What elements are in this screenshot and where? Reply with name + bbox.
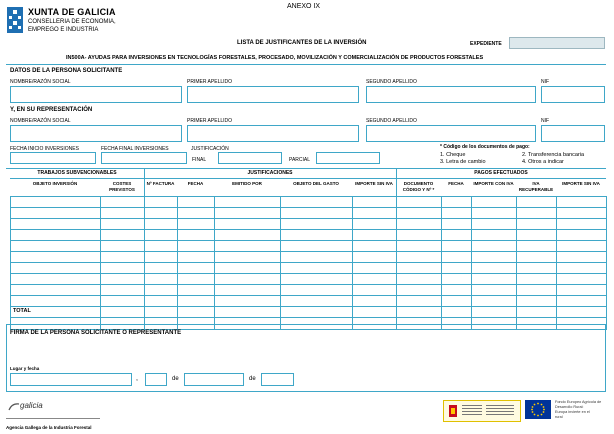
signature-section-title: FIRMA DE LA PERSONA SOLICITANTE O REPRESENTANTE xyxy=(10,330,182,336)
end-date-label: FECHA FINAL INVERSIONES xyxy=(101,146,169,152)
expediente-field[interactable] xyxy=(509,37,605,49)
eu-fund-text-line-1: Fondo Europeo Agrícola de xyxy=(555,400,602,404)
table-cell[interactable] xyxy=(517,230,557,241)
spain-government-logo xyxy=(443,400,521,422)
table-cell[interactable] xyxy=(145,208,178,219)
table-cell[interactable] xyxy=(517,197,557,208)
table-cell[interactable] xyxy=(442,230,472,241)
start-date-field[interactable] xyxy=(10,152,96,164)
footer-rule xyxy=(6,418,100,419)
table-cell[interactable] xyxy=(557,230,607,241)
table-cell[interactable] xyxy=(101,197,145,208)
table-cell[interactable] xyxy=(11,230,101,241)
eu-stars-icon xyxy=(525,400,551,419)
agency-name: Agencia Gallega de la Industria Forestal xyxy=(6,425,92,430)
table-cell[interactable] xyxy=(397,296,442,307)
eu-fund-text-line-3: Europa invierte en el xyxy=(555,410,590,414)
group-separator xyxy=(396,168,397,196)
table-cell[interactable] xyxy=(397,230,442,241)
table-cell[interactable] xyxy=(353,219,397,230)
spain-coat-of-arms-icon xyxy=(448,404,458,418)
group-header-payments: PAGOS EFECTUADOS xyxy=(474,170,528,176)
table-cell[interactable] xyxy=(178,208,215,219)
place-date-label: Lugar y fecha xyxy=(10,366,40,371)
table-cell[interactable] xyxy=(517,252,557,263)
representative-surname1-label: PRIMER APELLIDO xyxy=(187,118,233,124)
applicant-name-label: NOMBRE/RAZÓN SOCIAL xyxy=(10,79,71,85)
table-cell[interactable] xyxy=(397,219,442,230)
table-cell[interactable] xyxy=(472,252,517,263)
table-cell[interactable] xyxy=(557,208,607,219)
representative-name-label: NOMBRE/RAZÓN SOCIAL xyxy=(10,118,71,124)
table-cell[interactable] xyxy=(557,285,607,296)
table-cell[interactable] xyxy=(397,197,442,208)
table-cell[interactable] xyxy=(557,241,607,252)
representative-nif-field[interactable] xyxy=(541,125,605,142)
group-header-justifications: JUSTIFICACIONES xyxy=(247,170,293,176)
table-cell[interactable] xyxy=(353,208,397,219)
representative-name-field[interactable] xyxy=(10,125,182,142)
table-cell[interactable] xyxy=(353,230,397,241)
table-cell[interactable] xyxy=(517,274,557,285)
table-cell[interactable] xyxy=(442,208,472,219)
final-field[interactable] xyxy=(218,152,282,164)
column-header: Nº FACTURA xyxy=(146,181,175,186)
table-cell[interactable] xyxy=(215,274,281,285)
table-cell[interactable] xyxy=(281,296,353,307)
table-cell[interactable] xyxy=(281,274,353,285)
end-date-field[interactable] xyxy=(101,152,187,164)
table-cell[interactable] xyxy=(442,285,472,296)
table-cell[interactable] xyxy=(353,263,397,274)
table-cell[interactable] xyxy=(353,307,397,318)
table-cell[interactable] xyxy=(472,230,517,241)
table-cell[interactable] xyxy=(517,208,557,219)
partial-field[interactable] xyxy=(316,152,380,164)
table-cell[interactable] xyxy=(101,208,145,219)
table-cell[interactable] xyxy=(557,274,607,285)
table-row xyxy=(11,285,607,296)
table-cell[interactable] xyxy=(353,241,397,252)
place-field[interactable] xyxy=(10,373,132,386)
table-cell[interactable] xyxy=(145,230,178,241)
table-cell[interactable] xyxy=(442,252,472,263)
table-cell[interactable] xyxy=(101,274,145,285)
table-cell[interactable] xyxy=(517,241,557,252)
table-cell[interactable] xyxy=(101,219,145,230)
table-row xyxy=(11,263,607,274)
table-cell[interactable] xyxy=(11,219,101,230)
table-cell[interactable] xyxy=(442,274,472,285)
total-label: TOTAL xyxy=(13,308,31,314)
column-header: DOCUMENTO CÓDIGO Y Nº * xyxy=(402,181,435,192)
table-cell[interactable] xyxy=(215,263,281,274)
date-de-1: de xyxy=(172,376,179,382)
table-cell[interactable] xyxy=(178,197,215,208)
payment-code-2: 2. Transferencia bancaria xyxy=(522,152,585,158)
table-cell[interactable] xyxy=(557,263,607,274)
table-cell[interactable] xyxy=(178,296,215,307)
group-separator xyxy=(144,168,145,196)
group-header-rule xyxy=(10,178,606,179)
applicant-nif-field[interactable] xyxy=(541,86,605,103)
table-cell[interactable] xyxy=(178,219,215,230)
table-cell[interactable] xyxy=(517,296,557,307)
table-cell[interactable] xyxy=(178,241,215,252)
applicant-surname1-field[interactable] xyxy=(187,86,359,103)
table-cell[interactable] xyxy=(517,219,557,230)
column-header: IMPORTE CON IVA xyxy=(473,181,514,186)
annex-label: ANEXO IX xyxy=(287,3,321,10)
xunta-shield-icon xyxy=(6,6,24,34)
table-cell[interactable] xyxy=(145,219,178,230)
table-row xyxy=(11,219,607,230)
month-field[interactable] xyxy=(184,373,244,386)
eu-fund-text xyxy=(555,400,611,420)
spain-gov-text-block xyxy=(462,405,482,417)
table-cell[interactable] xyxy=(442,307,472,318)
table-cell[interactable] xyxy=(215,296,281,307)
table-cell[interactable] xyxy=(557,197,607,208)
table-cell[interactable] xyxy=(281,230,353,241)
galicia-logo-text: galicia xyxy=(20,401,43,410)
table-cell[interactable] xyxy=(101,241,145,252)
table-cell[interactable] xyxy=(353,296,397,307)
table-cell[interactable] xyxy=(145,274,178,285)
table-cell[interactable] xyxy=(472,219,517,230)
table-cell[interactable] xyxy=(281,307,353,318)
table-cell[interactable] xyxy=(557,219,607,230)
applicant-nif-label: NIF xyxy=(541,79,550,85)
table-cell[interactable] xyxy=(101,285,145,296)
table-row xyxy=(11,252,607,263)
applicant-name-field[interactable] xyxy=(10,86,182,103)
table-cell[interactable] xyxy=(101,296,145,307)
column-header: IVA RECUPERABLE xyxy=(518,181,554,192)
table-cell[interactable] xyxy=(145,252,178,263)
table-cell[interactable] xyxy=(442,241,472,252)
applicant-surname1-label: PRIMER APELLIDO xyxy=(187,79,233,85)
table-cell[interactable] xyxy=(442,197,472,208)
table-cell[interactable] xyxy=(557,307,607,318)
table-cell[interactable] xyxy=(178,252,215,263)
table-cell[interactable] xyxy=(11,274,101,285)
table-cell[interactable] xyxy=(442,219,472,230)
table-cell[interactable] xyxy=(472,274,517,285)
page-title: LISTA DE JUSTIFICANTES DE LA INVERSIÓN xyxy=(237,40,367,46)
year-field[interactable] xyxy=(261,373,294,386)
table-cell[interactable] xyxy=(517,307,557,318)
table-cell[interactable] xyxy=(281,208,353,219)
procedure-subtitle: IN500A- AYUDAS PARA INVERSIONES EN TECNOLOGÍAS FORESTALES, PROCESADO, MOVILIZACIÓN Y COMERCIALIZACIÓN DE PRODUCTOS FORESTALES xyxy=(66,55,484,61)
table-row xyxy=(11,296,607,307)
table-cell[interactable] xyxy=(397,263,442,274)
table-cell[interactable] xyxy=(215,230,281,241)
table-cell[interactable] xyxy=(215,285,281,296)
table-cell[interactable] xyxy=(178,230,215,241)
table-cell[interactable] xyxy=(353,252,397,263)
eu-flag xyxy=(525,400,551,419)
table-cell[interactable] xyxy=(517,263,557,274)
table-cell[interactable] xyxy=(281,219,353,230)
final-label: FINAL xyxy=(192,157,207,163)
table-cell[interactable] xyxy=(11,197,101,208)
table-cell[interactable] xyxy=(178,263,215,274)
column-header: IMPORTE SIN IVA xyxy=(355,181,393,186)
applicant-surname2-label: SEGUNDO APELLIDO xyxy=(366,79,417,85)
department-line-2: EMPREGO E INDUSTRIA xyxy=(28,27,99,33)
table-cell[interactable] xyxy=(215,252,281,263)
applicant-surname2-field[interactable] xyxy=(366,86,536,103)
column-header: EMITIDO POR xyxy=(232,181,262,186)
table-cell[interactable] xyxy=(472,197,517,208)
representative-nif-label: NIF xyxy=(541,118,550,124)
table-cell[interactable] xyxy=(178,285,215,296)
table-cell[interactable] xyxy=(215,219,281,230)
table-cell[interactable] xyxy=(281,263,353,274)
table-cell[interactable] xyxy=(145,296,178,307)
table-cell[interactable] xyxy=(397,307,442,318)
table-cell[interactable] xyxy=(101,252,145,263)
table-cell[interactable] xyxy=(397,252,442,263)
xunta-logo xyxy=(6,6,126,38)
table-top-rule xyxy=(6,168,606,169)
table-cell[interactable] xyxy=(11,296,101,307)
table-cell[interactable] xyxy=(215,241,281,252)
table-cell[interactable] xyxy=(101,263,145,274)
group-header-eligible-work: TRABAJOS SUBVENCIONABLES xyxy=(37,170,117,176)
table-cell[interactable] xyxy=(215,208,281,219)
table-row xyxy=(11,307,607,318)
applicant-section-title: DATOS DE LA PERSONA SOLICITANTE xyxy=(10,68,123,74)
table-cell[interactable] xyxy=(472,296,517,307)
table-row xyxy=(11,208,607,219)
expediente-label: EXPEDIENTE xyxy=(470,41,502,47)
table-cell[interactable] xyxy=(101,230,145,241)
table-cell[interactable] xyxy=(11,285,101,296)
table-cell[interactable] xyxy=(145,263,178,274)
column-header: OBJETO INVERSIÓN xyxy=(32,181,78,186)
table-cell[interactable] xyxy=(472,241,517,252)
column-header: OBJETO DEL GASTO xyxy=(293,181,339,186)
representative-surname2-label: SEGUNDO APELLIDO xyxy=(366,118,417,124)
table-cell[interactable] xyxy=(11,252,101,263)
payment-code-3: 3. Letra de cambio xyxy=(440,159,486,165)
eu-fund-text-line-4: rural xyxy=(555,415,563,419)
payment-codes-title: * Código de los documentos de pago: xyxy=(440,144,530,150)
table-cell[interactable] xyxy=(397,285,442,296)
payment-code-1: 1. Cheque xyxy=(440,152,466,158)
table-cell[interactable] xyxy=(215,197,281,208)
place-date-comma: , xyxy=(136,375,138,382)
investment-table xyxy=(10,196,607,330)
table-cell[interactable] xyxy=(11,263,101,274)
table-cell[interactable] xyxy=(472,285,517,296)
table-cell[interactable] xyxy=(145,285,178,296)
table-cell[interactable] xyxy=(353,285,397,296)
table-row xyxy=(11,197,607,208)
table-cell[interactable] xyxy=(353,274,397,285)
galicia-swirl-icon xyxy=(8,402,20,412)
table-cell[interactable] xyxy=(517,285,557,296)
table-cell[interactable] xyxy=(281,241,353,252)
table-cell[interactable] xyxy=(557,296,607,307)
column-header: FECHA xyxy=(448,181,464,186)
spain-ministry-text-block xyxy=(486,405,514,417)
table-cell[interactable] xyxy=(557,252,607,263)
partial-label: PARCIAL xyxy=(289,157,311,163)
table-cell[interactable] xyxy=(11,208,101,219)
table-cell[interactable] xyxy=(397,208,442,219)
start-date-label: FECHA INICIO INVERSIONES xyxy=(10,146,79,152)
representative-section-title: Y, EN SU REPRESENTACIÓN xyxy=(10,107,93,113)
table-cell[interactable] xyxy=(101,307,145,318)
date-de-2: de xyxy=(249,376,256,382)
table-row xyxy=(11,230,607,241)
xunta-logo-text: XUNTA DE GALICIA xyxy=(28,7,116,17)
column-header: IMPORTE SIN IVA xyxy=(562,181,600,186)
column-header: FECHA xyxy=(187,181,204,186)
justification-label: JUSTIFICACIÓN xyxy=(191,146,229,152)
table-cell[interactable] xyxy=(215,307,281,318)
table-cell[interactable] xyxy=(145,197,178,208)
table-row xyxy=(11,241,607,252)
representative-surname1-field[interactable] xyxy=(187,125,359,142)
representative-surname2-field[interactable] xyxy=(366,125,536,142)
table-row xyxy=(11,274,607,285)
table-cell[interactable] xyxy=(178,307,215,318)
day-field[interactable] xyxy=(145,373,167,386)
eu-fund-text-line-2: Desarrollo Rural: xyxy=(555,405,584,409)
table-cell[interactable] xyxy=(145,307,178,318)
table-cell[interactable] xyxy=(442,263,472,274)
table-cell[interactable] xyxy=(472,208,517,219)
applicant-top-rule xyxy=(6,64,606,65)
table-cell[interactable] xyxy=(472,263,517,274)
table-cell[interactable] xyxy=(353,197,397,208)
table-cell[interactable] xyxy=(281,197,353,208)
table-cell[interactable] xyxy=(145,241,178,252)
table-cell[interactable] xyxy=(397,274,442,285)
table-cell[interactable] xyxy=(472,307,517,318)
table-cell[interactable] xyxy=(178,274,215,285)
department-line-1: CONSELLERIA DE ECONOMIA, xyxy=(28,19,116,25)
table-cell[interactable] xyxy=(397,241,442,252)
column-header: COSTES PREVISTOS xyxy=(109,181,135,192)
payment-code-4: 4. Otros a indicar xyxy=(522,159,564,165)
table-cell[interactable] xyxy=(11,241,101,252)
table-cell[interactable] xyxy=(442,296,472,307)
table-cell[interactable] xyxy=(281,285,353,296)
table-cell[interactable] xyxy=(281,252,353,263)
